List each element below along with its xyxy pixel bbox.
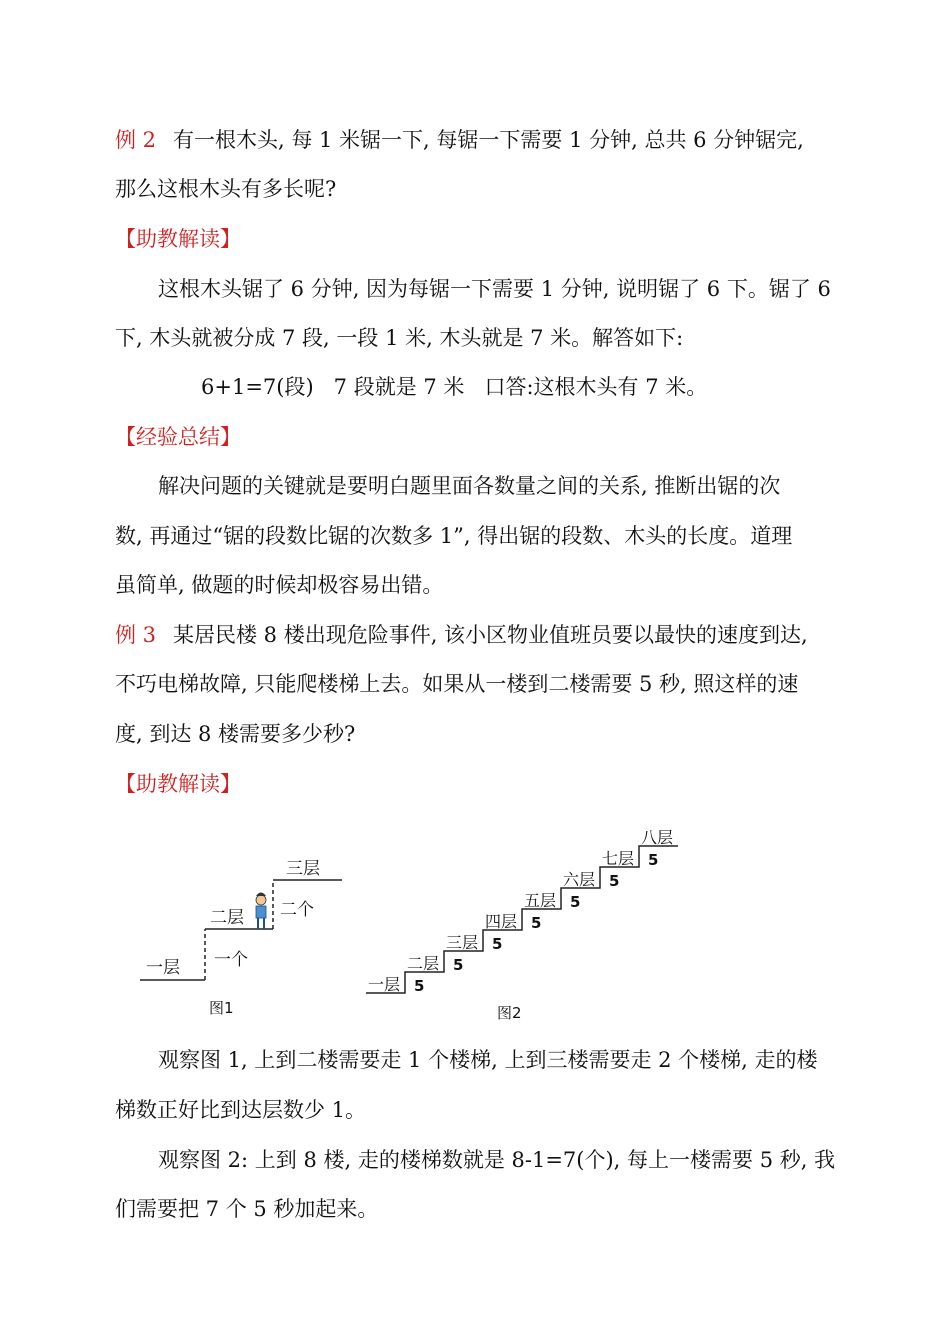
fig2-floor-label: 四层 [485, 912, 518, 931]
fig2-floor-label: 一层 [368, 975, 401, 994]
example3-line3: 度, 到达 8 楼需要多少秒? [115, 722, 356, 746]
interp2-formula: 6+1=7(段) 7 段就是 7 米 口答:这根木头有 7 米。 [201, 375, 708, 399]
fig2-floor-label: 二层 [407, 954, 440, 973]
fig1-floor-label: 二层 [210, 908, 244, 928]
observe-p2-line2: 们需要把 7 个 5 秒加起来。 [115, 1197, 379, 1221]
fig2-seconds-label: 5 [531, 914, 542, 932]
summary-line1: 解决问题的关键就是要明白题里面各数量之间的关系, 推断出锯的次 [158, 474, 781, 498]
fig2-seconds-label: 5 [414, 977, 425, 995]
figure1-staircase [130, 845, 360, 990]
fig2-seconds-label: 5 [648, 851, 659, 869]
example2-line2: 那么这根木头有多长呢? [115, 177, 337, 201]
fig2-seconds-label: 5 [453, 956, 464, 974]
interp2-line2: 下, 木头就被分成 7 段, 一段 1 米, 木头就是 7 米。解答如下: [115, 326, 684, 350]
fig2-floor-label: 八层 [641, 828, 674, 847]
example3-label: 例 3 [115, 623, 157, 647]
example3-line2: 不巧电梯故障, 只能爬楼梯上去。如果从一楼到二楼需要 5 秒, 照这样的速 [115, 672, 799, 696]
tutor-heading-1: 【助教解读】 [115, 227, 241, 251]
interp2-line1: 这根木头锯了 6 分钟, 因为每锯一下需要 1 分钟, 说明锯了 6 下。锯了 6 [158, 277, 831, 301]
observe-p1-line1: 观察图 1, 上到二楼需要走 1 个楼梯, 上到三楼需要走 2 个楼梯, 走的楼 [158, 1048, 818, 1072]
summary-line2: 数, 再通过“锯的段数比锯的次数多 1”, 得出锯的段数、木头的长度。道理 [115, 524, 793, 548]
example2-label: 例 2 [115, 128, 157, 152]
fig2-seconds-label: 5 [609, 872, 620, 890]
fig1-step-label: 一个 [214, 950, 248, 970]
fig2-floor-label: 五层 [524, 891, 557, 910]
fig1-floor-label: 三层 [286, 859, 320, 879]
observe-p2-line1: 观察图 2: 上到 8 楼, 走的楼梯数就是 8-1=7(个), 每上一楼需要 5 秒, 我 [158, 1148, 836, 1172]
observe-p1-line2: 梯数正好比到达层数少 1。 [115, 1098, 367, 1122]
fig1-floor-label: 一层 [146, 958, 180, 978]
fig1-step-label: 二个 [280, 900, 314, 920]
example3-line1: 例 3 某居民楼 8 楼出现危险事件, 该小区物业值班员要以最快的速度到达, [115, 623, 808, 647]
figure1-caption: 图1 [209, 999, 234, 1017]
summary-line3: 虽简单, 做题的时候却极容易出错。 [115, 573, 444, 597]
fig2-seconds-label: 5 [492, 935, 503, 953]
fig2-floor-label: 三层 [446, 933, 479, 952]
figure2-staircase [362, 815, 692, 1005]
fig2-seconds-label: 5 [570, 893, 581, 911]
person-icon [256, 893, 266, 930]
example2-line1: 例 2 有一根木头, 每 1 米锯一下, 每锯一下需要 1 分钟, 总共 6 分钟锯完, [115, 128, 804, 152]
fig2-floor-label: 六层 [563, 870, 596, 889]
fig2-floor-label: 七层 [602, 849, 635, 868]
figure2-caption: 图2 [497, 1004, 522, 1022]
summary-heading: 【经验总结】 [115, 425, 241, 449]
tutor-heading-2: 【助教解读】 [115, 772, 241, 796]
